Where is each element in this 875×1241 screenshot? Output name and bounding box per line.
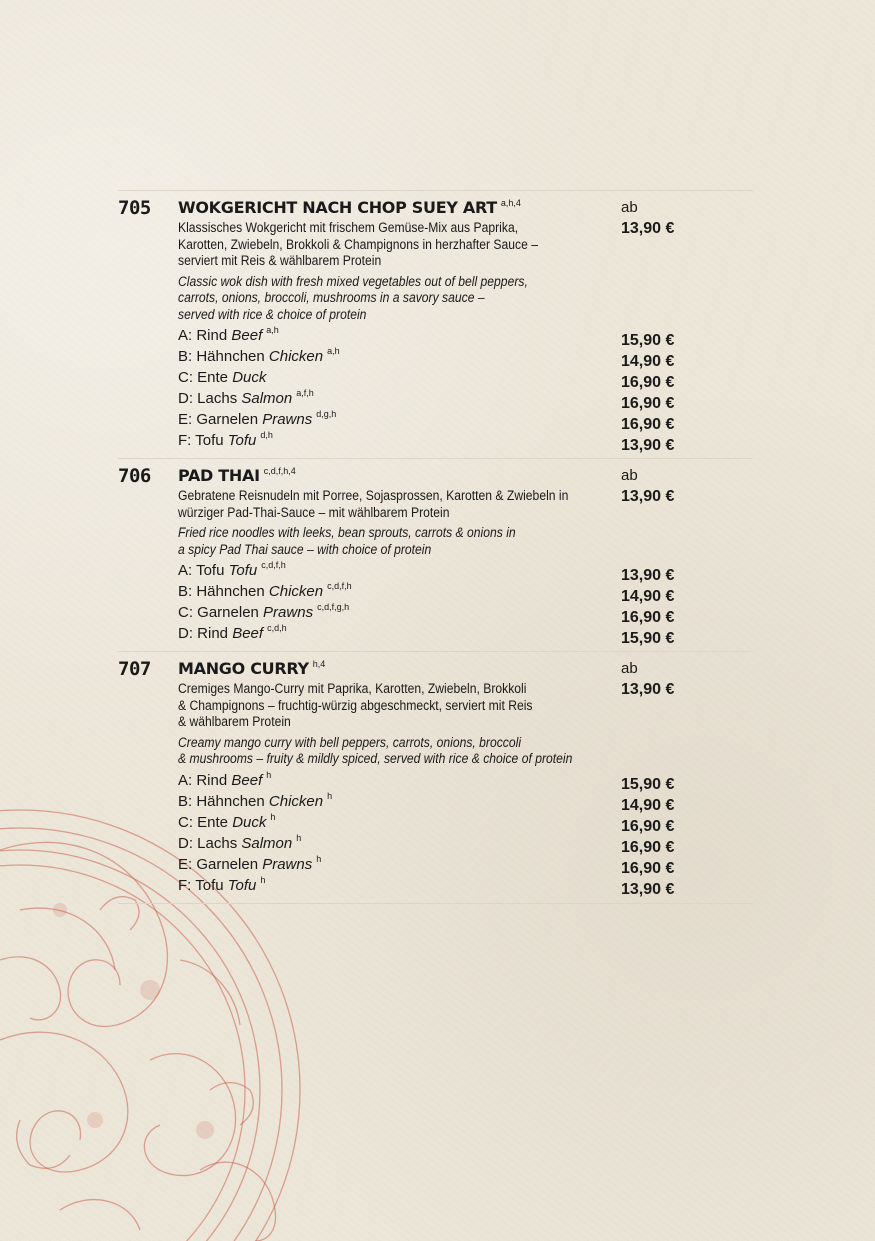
description-line: & Champignons – fruchtig-würzig abgeschmeckt, serviert mit Reis [178, 697, 533, 713]
option-price: 16,90 € [621, 609, 675, 626]
description-line: Cremiges Mango-Curry mit Paprika, Karotten, Zwiebeln, Brokkoli [178, 681, 527, 696]
protein-options [178, 770, 598, 896]
option-price: 14,90 € [621, 588, 675, 605]
option-name-en: Chicken [268, 792, 324, 810]
option-price: 16,90 € [621, 839, 675, 856]
protein-options [178, 325, 598, 451]
option-name-en: Prawns [262, 411, 313, 428]
option-name-de: F: Tofu [178, 876, 224, 894]
base-price: 13,90 € [621, 488, 675, 505]
description-english [178, 735, 597, 768]
option-name-de: C: Ente [178, 813, 229, 831]
option-row [178, 791, 598, 812]
option-row [178, 367, 598, 388]
description-german [178, 488, 597, 521]
description-line: Fried rice noodles with leeks, bean sprouts, carrots & onions in [178, 525, 516, 540]
option-name-de: D: Rind [178, 625, 229, 642]
option-row [178, 388, 598, 409]
description-line: & mushrooms – fruity & mildly spiced, served with rice & choice of protein [178, 751, 573, 766]
option-name-en: Beef [232, 625, 264, 642]
dish-allergens: a,h,4 [500, 198, 521, 208]
description-line: served with rice & choice of protein [178, 306, 367, 322]
option-allergens: c,d,f,h [327, 581, 352, 591]
option-price: 16,90 € [621, 860, 675, 877]
dish-title-text: PAD THAI [178, 466, 260, 485]
option-allergens: h [266, 769, 272, 780]
option-allergens: h [327, 790, 333, 801]
option-allergens: h [260, 874, 266, 885]
option-name-en: Beef [231, 327, 263, 344]
option-allergens: d,h [260, 430, 273, 440]
price-column [621, 197, 741, 456]
option-name-de: D: Lachs [178, 390, 238, 407]
base-price: 13,90 € [621, 681, 675, 698]
option-name-en: Salmon [241, 834, 293, 852]
option-price: 13,90 € [621, 567, 675, 584]
option-name-de: A: Rind [178, 771, 228, 789]
option-price: 14,90 € [621, 353, 675, 370]
description-line: Klassisches Wokgericht mit frischem Gemüse-Mix aus Paprika, [178, 220, 519, 235]
option-row [178, 623, 598, 644]
description-line: serviert mit Reis & wählbarem Protein [178, 253, 382, 268]
option-name-de: E: Garnelen [178, 411, 259, 428]
dish-number: 707 [118, 658, 151, 680]
menu-item-705 [118, 190, 753, 458]
option-allergens: h [270, 811, 276, 822]
option-allergens: c,d,f,h [261, 560, 286, 570]
option-name-de: C: Ente [178, 369, 229, 386]
description-line: Creamy mango curry with bell peppers, carrots, onions, broccoli [178, 734, 522, 750]
option-allergens: d,g,h [316, 409, 337, 419]
option-price: 16,90 € [621, 374, 675, 391]
option-name-en: Prawns [263, 604, 314, 621]
description-line: würziger Pad-Thai-Sauce – mit wählbarem Protein [178, 504, 450, 520]
menu-item-706 [118, 458, 753, 651]
dish-title [178, 197, 598, 219]
price-from-label: ab [621, 660, 638, 677]
menu-item-707 [118, 651, 753, 904]
option-allergens: a,h [266, 325, 279, 335]
description-line: & wählbarem Protein [178, 714, 291, 729]
option-name-de: A: Rind [178, 327, 228, 344]
option-name-en: Tofu [228, 562, 258, 579]
option-price: 15,90 € [621, 630, 675, 647]
description-english [178, 525, 597, 558]
option-row [178, 770, 598, 791]
option-allergens: h [296, 832, 302, 843]
description-line: a spicy Pad Thai sauce – with choice of protein [178, 541, 432, 557]
option-row [178, 833, 598, 854]
option-name-de: B: Hähnchen [178, 348, 265, 365]
option-name-de: F: Tofu [178, 432, 224, 449]
option-price: 16,90 € [621, 818, 675, 835]
option-row [178, 409, 598, 430]
dish-number: 706 [118, 465, 151, 487]
description-german [178, 220, 597, 270]
description-line: Gebratene Reisnudeln mit Porree, Sojasprossen, Karotten & Zwiebeln in [178, 488, 569, 503]
option-price: 13,90 € [621, 437, 675, 454]
option-name-en: Salmon [241, 390, 293, 407]
option-name-en: Chicken [268, 583, 324, 600]
dish-allergens: c,d,f,h,4 [263, 466, 296, 476]
option-row [178, 875, 598, 896]
dish-allergens: h,4 [312, 659, 326, 669]
option-row [178, 325, 598, 346]
price-from-label: ab [621, 199, 638, 216]
option-row [178, 854, 598, 875]
option-allergens: c,d,h [267, 623, 287, 633]
option-row [178, 812, 598, 833]
option-allergens: a,h [327, 346, 340, 356]
protein-options [178, 560, 598, 644]
option-allergens: a,f,h [296, 388, 314, 398]
option-price: 14,90 € [621, 797, 675, 814]
option-name-en: Chicken [268, 348, 324, 365]
option-name-en: Duck [232, 813, 267, 831]
option-name-de: D: Lachs [178, 834, 238, 852]
price-column [621, 658, 741, 900]
option-name-en: Duck [232, 369, 267, 386]
dish-title-text: WOKGERICHT NACH CHOP SUEY ART [178, 198, 497, 217]
dish-title [178, 465, 598, 487]
option-price: 15,90 € [621, 776, 675, 793]
option-name-de: B: Hähnchen [178, 583, 265, 600]
description-line: Classic wok dish with fresh mixed vegetables out of bell peppers, [178, 273, 528, 289]
menu-list [118, 190, 753, 904]
option-row [178, 602, 598, 623]
dish-title [178, 658, 598, 680]
price-from-label: ab [621, 467, 638, 484]
description-german [178, 681, 597, 731]
option-name-de: B: Hähnchen [178, 792, 265, 810]
option-price: 13,90 € [621, 881, 675, 898]
dish-title-text: MANGO CURRY [178, 659, 309, 678]
description-line: carrots, onions, broccoli, mushrooms in a savory sauce – [178, 290, 485, 305]
description-english [178, 274, 597, 324]
option-row [178, 430, 598, 451]
option-row [178, 581, 598, 602]
option-price: 15,90 € [621, 332, 675, 349]
option-row [178, 346, 598, 367]
option-allergens: c,d,f,g,h [317, 602, 350, 612]
option-allergens: h [316, 853, 322, 864]
base-price: 13,90 € [621, 220, 675, 237]
option-name-de: A: Tofu [178, 562, 225, 579]
option-price: 16,90 € [621, 395, 675, 412]
description-line: Karotten, Zwiebeln, Brokkoli & Champignons in herzhafter Sauce – [178, 236, 538, 252]
dish-number: 705 [118, 197, 151, 219]
option-name-en: Beef [231, 771, 263, 789]
option-row [178, 560, 598, 581]
option-name-en: Prawns [262, 855, 313, 873]
option-name-en: Tofu [227, 876, 257, 894]
option-name-de: C: Garnelen [178, 604, 259, 621]
option-name-en: Tofu [227, 432, 257, 449]
price-column [621, 465, 741, 649]
option-name-de: E: Garnelen [178, 855, 259, 873]
option-price: 16,90 € [621, 416, 675, 433]
